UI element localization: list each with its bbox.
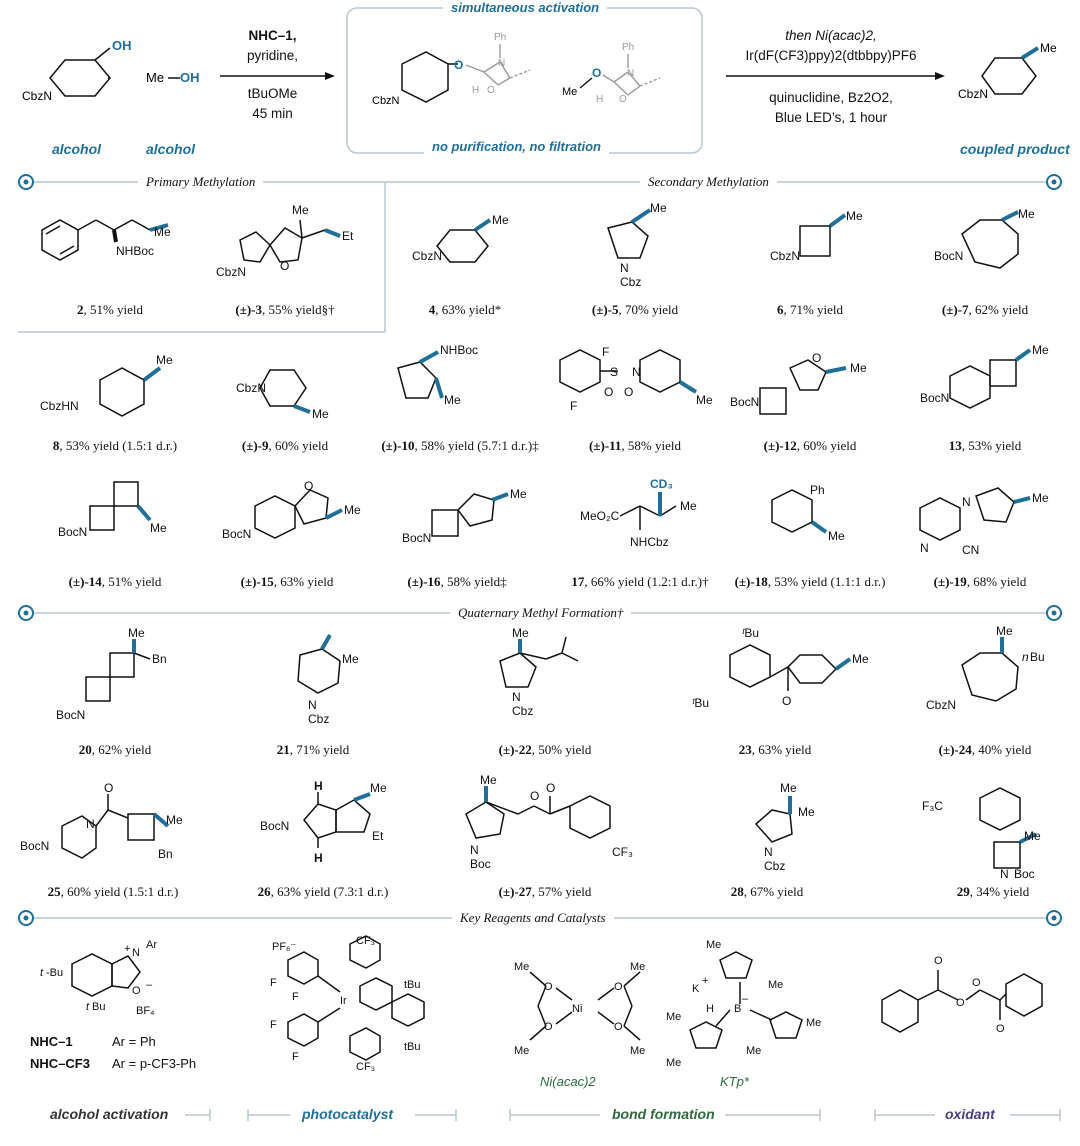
reactant1-label: alcohol bbox=[52, 141, 102, 157]
svg-text:N: N bbox=[308, 698, 317, 712]
svg-text:OH: OH bbox=[180, 70, 200, 85]
svg-text:CN: CN bbox=[962, 543, 980, 557]
svg-text:O: O bbox=[614, 981, 623, 993]
svg-text:Boc: Boc bbox=[470, 857, 491, 871]
svg-text:CbzN: CbzN bbox=[770, 249, 801, 263]
nhccf3-ar: Ar = p-CF3-Ph bbox=[112, 1056, 197, 1071]
svg-text:O: O bbox=[996, 1023, 1005, 1035]
ni-acac-label: Ni(acac)2 bbox=[540, 1074, 596, 1089]
svg-text:Me: Me bbox=[154, 225, 171, 239]
svg-text:O: O bbox=[592, 66, 602, 80]
svg-text:PF₆⁻: PF₆⁻ bbox=[272, 941, 297, 953]
caption-3: (±)-3, 55% yield§† bbox=[235, 302, 335, 317]
svg-text:Me: Me bbox=[780, 781, 797, 795]
caption-16: (±)-16, 58% yield‡ bbox=[407, 574, 507, 589]
cond-then-ni: then Ni(acac)2, bbox=[785, 28, 877, 43]
row2-structures bbox=[0, 340, 1080, 440]
svg-text:Ar: Ar bbox=[146, 939, 157, 951]
cond-pyridine: pyridine, bbox=[246, 48, 299, 63]
row1-structures bbox=[0, 190, 1080, 290]
svg-text:Me: Me bbox=[806, 1017, 822, 1029]
svg-text:N: N bbox=[470, 843, 479, 857]
svg-text:Me: Me bbox=[1024, 829, 1041, 843]
svg-text:Cbz: Cbz bbox=[764, 859, 786, 873]
svg-text:O: O bbox=[614, 1021, 623, 1033]
caption-23: 23, 63% yield bbox=[738, 742, 812, 757]
nhccf3-label: NHC–CF3 bbox=[30, 1056, 90, 1071]
svg-text:BocN: BocN bbox=[920, 391, 950, 405]
svg-text:Me: Me bbox=[150, 521, 167, 535]
svg-text:N: N bbox=[920, 541, 929, 555]
svg-text:H: H bbox=[314, 779, 323, 793]
svg-text:Me: Me bbox=[828, 529, 845, 543]
svg-text:F₃C: F₃C bbox=[922, 799, 943, 813]
svg-text:O: O bbox=[530, 789, 540, 803]
svg-text:Et: Et bbox=[342, 229, 354, 243]
svg-text:O: O bbox=[604, 385, 614, 399]
svg-text:Bn: Bn bbox=[158, 847, 173, 861]
svg-text:S: S bbox=[610, 365, 619, 379]
box-bottom-label: no purification, no filtration bbox=[424, 139, 609, 154]
svg-text:CD₃: CD₃ bbox=[650, 477, 673, 491]
svg-text:N: N bbox=[620, 261, 629, 275]
svg-text:Bn: Bn bbox=[152, 652, 167, 666]
svg-text:O: O bbox=[132, 985, 141, 997]
product-label: coupled product bbox=[960, 141, 1070, 157]
nhc1-ar: Ar = Ph bbox=[112, 1034, 156, 1049]
caption-12: (±)-12, 60% yield bbox=[763, 438, 857, 453]
svg-text:t: t bbox=[40, 967, 44, 979]
svg-text:O: O bbox=[782, 694, 792, 708]
svg-text:O: O bbox=[812, 351, 822, 365]
svg-text:Cbz: Cbz bbox=[512, 704, 534, 718]
svg-text:BocN: BocN bbox=[402, 531, 432, 545]
svg-text:NHBoc: NHBoc bbox=[116, 244, 155, 258]
svg-text:Me: Me bbox=[292, 203, 309, 217]
svg-text:Me: Me bbox=[680, 499, 697, 513]
cond-led: Blue LED’s, 1 hour bbox=[774, 110, 888, 125]
svg-text:CbzN: CbzN bbox=[412, 249, 443, 263]
row5-structures bbox=[0, 770, 1080, 880]
svg-text:Ni: Ni bbox=[572, 1003, 583, 1015]
caption-27: (±)-27, 57% yield bbox=[498, 884, 592, 899]
svg-text:Me: Me bbox=[850, 361, 867, 375]
svg-text:H: H bbox=[472, 85, 480, 96]
svg-text:O: O bbox=[972, 977, 981, 989]
svg-text:CbzN: CbzN bbox=[372, 95, 400, 107]
caption-6: 6, 71% yield bbox=[776, 302, 844, 317]
svg-text:O: O bbox=[546, 781, 556, 795]
reactant2-label: alcohol bbox=[146, 141, 196, 157]
svg-text:Me: Me bbox=[666, 1011, 682, 1023]
svg-text:Me: Me bbox=[630, 961, 646, 973]
caption-7: (±)-7, 62% yield bbox=[941, 302, 1029, 317]
svg-text:Me: Me bbox=[666, 1057, 682, 1069]
cond-quinuclidine: quinuclidine, Bz2O2, bbox=[769, 90, 893, 105]
svg-text:CbzN: CbzN bbox=[22, 89, 53, 103]
svg-text:+: + bbox=[124, 943, 131, 955]
footer-alcohol-activation: alcohol activation bbox=[50, 1106, 169, 1122]
svg-text:–: – bbox=[146, 979, 153, 991]
svg-text:Me: Me bbox=[344, 503, 361, 517]
box-top-label: simultaneous activation bbox=[443, 0, 607, 15]
svg-text:CF₃: CF₃ bbox=[356, 1061, 376, 1073]
caption-20: 20, 62% yield bbox=[78, 742, 152, 757]
ktp-label: KTp* bbox=[720, 1074, 749, 1089]
svg-text:N: N bbox=[632, 365, 641, 379]
svg-text:N: N bbox=[764, 845, 773, 859]
svg-text:CF₃: CF₃ bbox=[356, 935, 376, 947]
svg-text:Me: Me bbox=[852, 652, 869, 666]
caption-21: 21, 71% yield bbox=[276, 742, 350, 757]
svg-text:N: N bbox=[512, 690, 521, 704]
caption-5: (±)-5, 70% yield bbox=[591, 302, 679, 317]
svg-text:Me: Me bbox=[342, 652, 359, 666]
svg-text:CbzN: CbzN bbox=[958, 87, 989, 101]
svg-text:Cbz: Cbz bbox=[308, 712, 330, 726]
svg-text:Me: Me bbox=[746, 1045, 762, 1057]
svg-text:Me: Me bbox=[1032, 343, 1049, 357]
svg-text:CbzN: CbzN bbox=[216, 265, 247, 279]
svg-text:OH: OH bbox=[112, 38, 132, 53]
svg-text:Me: Me bbox=[1040, 41, 1057, 55]
footer-oxidant: oxidant bbox=[945, 1106, 995, 1122]
svg-text:O: O bbox=[304, 479, 314, 493]
svg-text:BocN: BocN bbox=[20, 839, 50, 853]
svg-text:F: F bbox=[570, 399, 578, 413]
svg-text:F: F bbox=[270, 1019, 277, 1031]
svg-text:O: O bbox=[956, 997, 965, 1009]
svg-text:MeO₂C: MeO₂C bbox=[580, 509, 620, 523]
svg-text:Me: Me bbox=[512, 626, 529, 640]
svg-text:Me: Me bbox=[514, 1045, 530, 1057]
svg-text:tBu: tBu bbox=[404, 979, 421, 991]
svg-text:BocN: BocN bbox=[260, 819, 290, 833]
nhc1-label: NHC–1 bbox=[30, 1034, 73, 1049]
svg-text:CF₃: CF₃ bbox=[612, 845, 633, 859]
svg-text:O: O bbox=[624, 385, 634, 399]
svg-text:Me: Me bbox=[444, 393, 461, 407]
svg-text:N: N bbox=[132, 947, 140, 959]
svg-text:Cbz: Cbz bbox=[620, 275, 642, 289]
svg-text:Me: Me bbox=[510, 487, 527, 501]
svg-text:Bu: Bu bbox=[1030, 650, 1045, 664]
svg-text:tBu: tBu bbox=[404, 1041, 421, 1053]
svg-text:N: N bbox=[962, 495, 971, 509]
caption-15: (±)-15, 63% yield bbox=[240, 574, 334, 589]
svg-text:N: N bbox=[498, 58, 506, 69]
caption-13: 13, 53% yield bbox=[948, 438, 1022, 453]
svg-text:BF₄: BF₄ bbox=[136, 1005, 155, 1017]
svg-text:Me: Me bbox=[996, 625, 1013, 638]
row3-structures bbox=[0, 470, 1080, 580]
caption-19: (±)-19, 68% yield bbox=[933, 574, 1027, 589]
svg-text:F: F bbox=[292, 991, 299, 1003]
svg-text:NHCbz: NHCbz bbox=[630, 535, 669, 549]
section-quaternary: Quaternary Methyl Formation† bbox=[450, 605, 631, 621]
svg-text:Me: Me bbox=[128, 626, 145, 640]
svg-text:Me: Me bbox=[706, 939, 722, 951]
caption-11: (±)-11, 58% yield bbox=[589, 438, 681, 453]
svg-text:Me: Me bbox=[798, 805, 815, 819]
svg-text:Me: Me bbox=[650, 201, 667, 215]
svg-text:O: O bbox=[454, 58, 464, 72]
caption-25: 25, 60% yield (1.5:1 d.r.) bbox=[47, 884, 179, 899]
footer-photocatalyst: photocatalyst bbox=[302, 1106, 394, 1122]
svg-text:Boc: Boc bbox=[1014, 867, 1035, 880]
svg-text:Me: Me bbox=[1018, 207, 1035, 221]
svg-text:–: – bbox=[742, 993, 749, 1005]
svg-text:BocN: BocN bbox=[58, 525, 88, 539]
svg-text:t: t bbox=[86, 1001, 90, 1013]
svg-text:Me: Me bbox=[156, 353, 173, 367]
caption-8: 8, 53% yield (1.5:1 d.r.) bbox=[52, 438, 178, 453]
svg-text:F: F bbox=[292, 1051, 299, 1063]
svg-text:H: H bbox=[314, 851, 323, 865]
svg-text:Ph: Ph bbox=[494, 32, 507, 43]
svg-text:O: O bbox=[544, 1021, 553, 1033]
svg-text:O: O bbox=[619, 94, 627, 105]
svg-text:NHBoc: NHBoc bbox=[440, 343, 479, 357]
cond-time: 45 min bbox=[252, 106, 293, 121]
svg-text:Bu: Bu bbox=[92, 1001, 106, 1013]
caption-14: (±)-14, 51% yield bbox=[68, 574, 162, 589]
svg-text:F: F bbox=[602, 345, 610, 359]
svg-text:ᵗBu: ᵗBu bbox=[742, 626, 760, 640]
svg-text:BocN: BocN bbox=[730, 395, 760, 409]
svg-text:BocN: BocN bbox=[934, 249, 964, 263]
svg-text:-Bu: -Bu bbox=[46, 967, 64, 979]
svg-text:H: H bbox=[706, 1003, 714, 1015]
cond-solvent: tBuOMe bbox=[247, 86, 298, 101]
svg-text:N: N bbox=[627, 68, 635, 79]
svg-text:O: O bbox=[544, 981, 553, 993]
caption-18: (±)-18, 53% yield (1.1:1 d.r.) bbox=[734, 574, 886, 589]
cond-nhc: NHC–1, bbox=[248, 28, 297, 43]
svg-text:CbzHN: CbzHN bbox=[40, 399, 79, 413]
svg-text:+: + bbox=[702, 975, 709, 987]
svg-text:Me: Me bbox=[514, 961, 530, 973]
svg-text:H: H bbox=[596, 94, 604, 105]
svg-text:F: F bbox=[270, 977, 277, 989]
svg-text:ᵗBu: ᵗBu bbox=[692, 696, 710, 710]
svg-text:Me: Me bbox=[630, 1045, 646, 1057]
caption-26: 26, 63% yield (7.3:1 d.r.) bbox=[257, 884, 389, 899]
svg-text:K: K bbox=[692, 983, 700, 995]
svg-text:N: N bbox=[1000, 867, 1009, 880]
svg-text:O: O bbox=[934, 955, 943, 967]
row4-structures bbox=[0, 625, 1080, 735]
svg-text:Me: Me bbox=[492, 213, 509, 227]
svg-text:Me: Me bbox=[562, 86, 578, 98]
svg-text:O: O bbox=[487, 85, 495, 96]
svg-text:Me: Me bbox=[846, 209, 863, 223]
caption-28: 28, 67% yield bbox=[730, 884, 804, 899]
svg-text:CbzN: CbzN bbox=[926, 698, 957, 712]
section-secondary: Secondary Methylation bbox=[640, 174, 777, 190]
svg-text:n: n bbox=[1022, 650, 1029, 664]
svg-text:O: O bbox=[104, 781, 114, 795]
caption-10: (±)-10, 58% yield (5.7:1 d.r.)‡ bbox=[381, 438, 539, 453]
section-reagents: Key Reagents and Catalysts bbox=[452, 910, 614, 926]
svg-text:Me: Me bbox=[370, 781, 387, 795]
svg-text:N: N bbox=[86, 817, 95, 831]
svg-text:Et: Et bbox=[372, 829, 384, 843]
caption-17: 17, 66% yield (1.2:1 d.r.)† bbox=[571, 574, 709, 589]
caption-2: 2, 51% yield bbox=[76, 302, 144, 317]
caption-9: (±)-9, 60% yield bbox=[241, 438, 329, 453]
svg-text:Ir: Ir bbox=[340, 995, 347, 1007]
svg-text:Ph: Ph bbox=[622, 42, 635, 53]
svg-text:Me: Me bbox=[480, 773, 497, 787]
svg-text:BocN: BocN bbox=[222, 527, 252, 541]
svg-text:Me: Me bbox=[166, 813, 183, 827]
svg-text:Me: Me bbox=[146, 70, 165, 85]
svg-text:Ph: Ph bbox=[810, 483, 825, 497]
caption-29: 29, 34% yield bbox=[956, 884, 1030, 899]
footer-bond-formation: bond formation bbox=[612, 1106, 715, 1122]
svg-text:O: O bbox=[280, 259, 290, 273]
svg-text:BocN: BocN bbox=[56, 708, 86, 722]
svg-text:Me: Me bbox=[696, 393, 713, 407]
svg-text:B: B bbox=[734, 1003, 742, 1015]
svg-text:Me: Me bbox=[1032, 491, 1049, 505]
svg-text:Me: Me bbox=[312, 407, 329, 421]
caption-4: 4, 63% yield* bbox=[428, 302, 502, 317]
caption-24: (±)-24, 40% yield bbox=[938, 742, 1032, 757]
caption-22: (±)-22, 50% yield bbox=[498, 742, 592, 757]
section-primary: Primary Methylation bbox=[138, 174, 263, 190]
svg-text:Me: Me bbox=[768, 979, 784, 991]
svg-text:CbzN: CbzN bbox=[236, 381, 267, 395]
cond-ir: Ir(dF(CF3)ppy)2(dtbbpy)PF6 bbox=[745, 48, 917, 63]
